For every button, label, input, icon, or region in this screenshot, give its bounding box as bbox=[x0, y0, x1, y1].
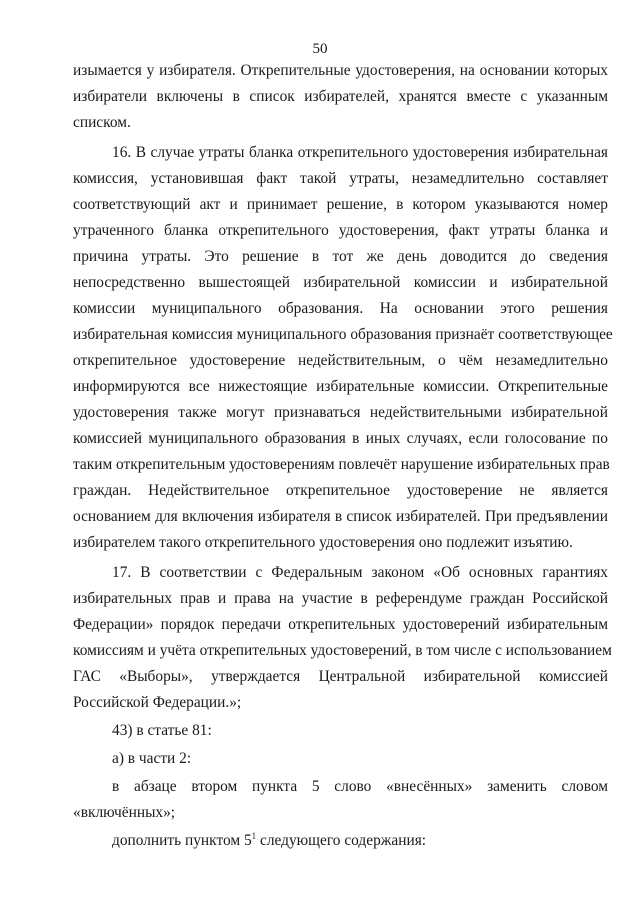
text-line: Федерации» порядок передачи открепительных удостоверений избирательным bbox=[73, 616, 608, 633]
text-line: комиссией муниципального образования в иных случаях, если голосование по bbox=[73, 430, 608, 447]
text-line: в абзаце втором пункта 5 слово «внесённых» заменить словом bbox=[112, 778, 608, 795]
text-span: дополнить пунктом 5 bbox=[112, 832, 252, 849]
text-line: ГАС «Выборы», утверждается Центральной избирательной комиссией bbox=[73, 668, 608, 685]
text-line: избирателем такого открепительного удостоверения оно подлежит изъятию. bbox=[73, 534, 573, 551]
text-line: основанием для включения избирателя в список избирателей. При предъявлении bbox=[73, 508, 608, 525]
text-line: комиссия, установившая факт такой утраты, незамедлительно составляет bbox=[73, 170, 608, 187]
text-line: а) в части 2: bbox=[112, 750, 192, 767]
text-line: информируются все нижестоящие избирательные комиссии. Открепительные bbox=[73, 378, 608, 395]
text-line bbox=[112, 830, 608, 852]
page-number: 50 bbox=[312, 41, 328, 57]
text-line: граждан. Недействительное открепительное удостоверение не является bbox=[73, 482, 608, 499]
text-line: 16. В случае утраты бланка открепительного удостоверения избирательная bbox=[112, 144, 608, 161]
text-line: «включённых»; bbox=[73, 804, 176, 821]
text-span: следующего содержания: bbox=[256, 832, 427, 849]
text-line: 17. В соответствии с Федеральным законом «Об основных гарантиях bbox=[112, 564, 608, 581]
text-line: 43) в статье 81: bbox=[112, 722, 212, 739]
text-line: удостоверения также могут признаваться недействительными избирательной bbox=[73, 404, 608, 421]
text-line: соответствующий акт и принимает решение, в котором указываются номер bbox=[73, 196, 608, 213]
superscript: 1 bbox=[251, 830, 257, 841]
text-line: избирательных прав и права на участие в референдуме граждан Российской bbox=[73, 590, 608, 607]
text-line: таким открепительным удостоверениям повлечёт нарушение избирательных прав bbox=[73, 456, 610, 473]
text-line: избирательная комиссия муниципального образования признаёт соответствующее bbox=[73, 326, 613, 343]
text-line: списком. bbox=[73, 114, 131, 131]
text-line: утраченного бланка открепительного удостоверения, факт утраты бланка и bbox=[73, 222, 608, 239]
text-line: непосредственно вышестоящей избирательной комиссии и избирательной bbox=[73, 274, 608, 291]
text-line: избиратели включены в список избирателей, хранятся вместе с указанным bbox=[73, 88, 608, 105]
text-line: комиссиям и учёта открепительных удостоверений, в том числе с использованием bbox=[73, 642, 612, 659]
text-line: Российской Федерации.»; bbox=[73, 694, 242, 711]
text-line: причина утраты. Это решение в тот же день доводится до сведения bbox=[73, 248, 608, 265]
text-line: комиссии муниципального образования. На основании этого решения bbox=[73, 300, 608, 317]
text-line: изымается у избирателя. Открепительные удостоверения, на основании которых bbox=[73, 62, 608, 79]
text-line: открепительное удостоверение недействительным, о чём незамедлительно bbox=[73, 352, 608, 369]
